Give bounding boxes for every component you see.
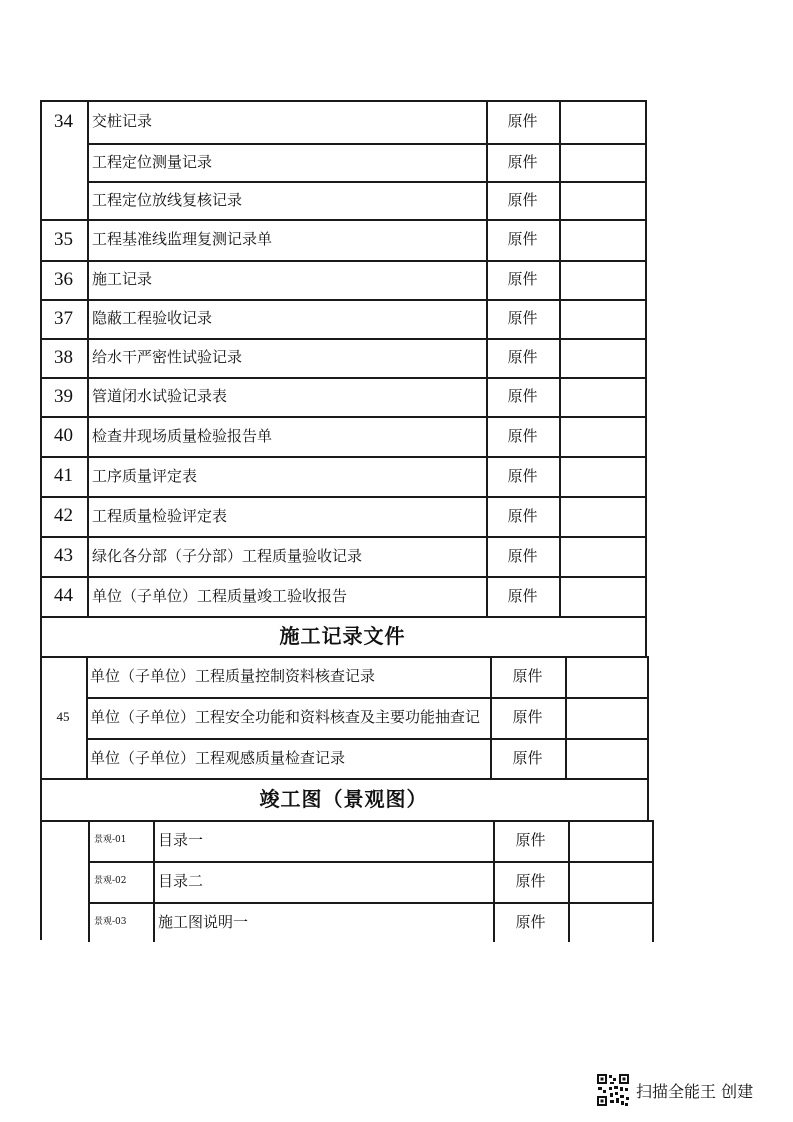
table-right-border	[645, 100, 647, 616]
table-right-border	[652, 820, 654, 942]
item-status: 原件	[507, 112, 538, 130]
item-name: 检查井现场质量检验报告单	[92, 427, 273, 445]
item-name: 工序质量评定表	[92, 467, 198, 485]
item-name: 目录一	[158, 831, 204, 849]
drawing-code: 景观-01	[94, 835, 127, 845]
item-number: 39	[54, 386, 73, 407]
item-status: 原件	[507, 348, 538, 366]
item-name: 施工记录	[92, 270, 153, 288]
item-name: 工程定位放线复核记录	[92, 191, 243, 209]
item-number: 44	[54, 585, 73, 606]
item-name: 工程质量检验评定表	[92, 507, 228, 525]
item-name: 工程定位测量记录	[92, 153, 213, 171]
item-number: 36	[54, 269, 73, 290]
item-status: 原件	[507, 507, 538, 525]
item-status: 原件	[512, 708, 543, 726]
table-right-border	[645, 616, 647, 656]
table-right-border	[647, 656, 649, 778]
item-number: 35	[54, 229, 73, 250]
item-status: 原件	[512, 667, 543, 685]
table-rule	[153, 820, 155, 942]
item-number: 43	[54, 545, 73, 566]
table-rule	[88, 820, 90, 942]
item-name: 单位（子单位）工程质量控制资料核查记录	[90, 667, 376, 685]
item-name: 施工图说明一	[158, 913, 249, 931]
item-status: 原件	[507, 547, 538, 565]
item-name: 单位（子单位）工程观感质量检查记录	[90, 749, 346, 767]
item-name: 绿化各分部（子分部）工程质量验收记录	[92, 547, 363, 565]
item-name: 给水干严密性试验记录	[92, 348, 243, 366]
item-name: 目录二	[158, 872, 204, 890]
item-status: 原件	[515, 913, 546, 931]
item-status: 原件	[512, 749, 543, 767]
item-name: 单位（子单位）工程安全功能和资料核查及主要功能抽查记	[90, 708, 481, 726]
item-number: 45	[56, 709, 70, 724]
item-status: 原件	[507, 230, 538, 248]
item-status: 原件	[507, 191, 538, 209]
table-rule	[565, 656, 567, 778]
item-status: 原件	[507, 309, 538, 327]
qr-code-icon	[596, 1073, 630, 1107]
table-rule	[86, 656, 88, 778]
item-name: 单位（子单位）工程质量竣工验收报告	[92, 587, 348, 605]
table-right-border	[647, 778, 649, 820]
item-status: 原件	[515, 831, 546, 849]
item-status: 原件	[507, 270, 538, 288]
item-number: 40	[54, 425, 73, 446]
item-status: 原件	[507, 153, 538, 171]
item-number: 42	[54, 505, 73, 526]
item-status: 原件	[507, 387, 538, 405]
item-name: 管道闭水试验记录表	[92, 387, 228, 405]
item-name: 工程基准线监理复测记录单	[92, 230, 273, 248]
item-status: 原件	[507, 427, 538, 445]
item-number: 41	[54, 465, 73, 486]
drawing-code: 景观-02	[94, 876, 127, 886]
item-name: 隐蔽工程验收记录	[92, 309, 213, 327]
item-number: 37	[54, 308, 73, 329]
item-number: 38	[54, 347, 73, 368]
section-title: 施工记录文件	[279, 624, 406, 648]
item-status: 原件	[507, 467, 538, 485]
item-status: 原件	[515, 872, 546, 890]
item-name: 交桩记录	[92, 112, 153, 130]
table-rule	[87, 100, 89, 616]
table-rule	[559, 100, 561, 616]
drawing-code: 景观-03	[94, 917, 127, 927]
table-rule	[568, 820, 570, 942]
item-status: 原件	[507, 587, 538, 605]
scanner-watermark	[596, 1073, 753, 1107]
watermark-text: 扫描全能王 创建	[636, 1081, 754, 1101]
section-title: 竣工图（景观图）	[259, 787, 428, 811]
item-number: 34	[54, 111, 73, 132]
